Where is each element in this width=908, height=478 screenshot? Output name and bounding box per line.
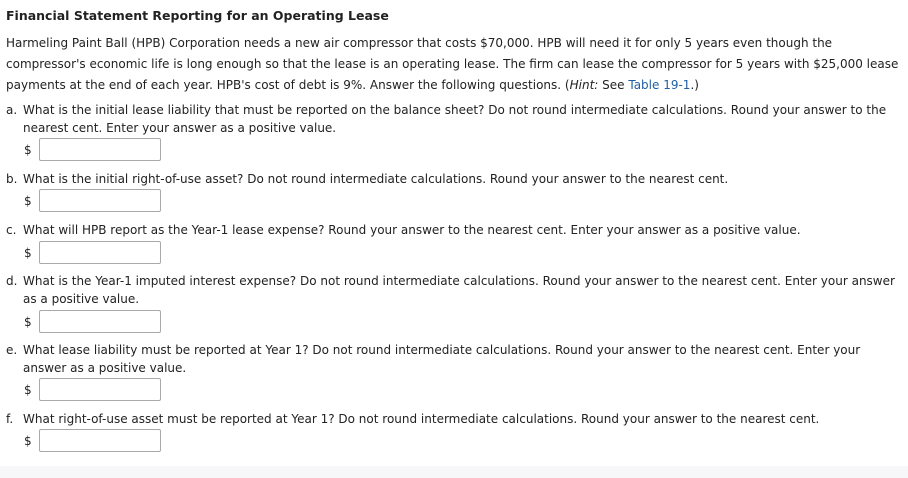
answer-input-d[interactable] [39,310,161,333]
dollar-sign: $ [24,434,32,448]
question-letter: e. [6,343,18,357]
intro-end: .) [690,78,699,92]
hint-label: Hint: [569,78,599,92]
answer-input-b[interactable] [39,189,161,212]
footer-strip [0,466,908,478]
problem-intro [6,33,906,96]
question-text: What right-of-use asset must be reported at Year 1? Do not round intermediate calculations. Round your answer to the nearest cent. [23,412,820,426]
table-link[interactable]: Table 19-1 [628,78,691,92]
dollar-sign: $ [24,315,32,329]
dollar-sign: $ [24,383,32,397]
question-letter: b. [6,172,18,186]
question-text: What is the Year-1 imputed interest expense? Do not round intermediate calculations. Round your answer to the nearest cent. Enter your answer as a positive value. [23,274,895,306]
hint-text: See [598,78,629,92]
answer-input-a[interactable] [39,138,161,161]
page-title: Financial Statement Reporting for an Operating Lease [6,8,389,23]
question-b [6,170,906,188]
question-c [6,221,906,239]
question-letter: a. [6,103,18,117]
question-e [6,341,906,377]
answer-input-e[interactable] [39,378,161,401]
answer-input-f[interactable] [39,429,161,452]
question-d [6,272,906,308]
dollar-sign: $ [24,143,32,157]
question-letter: d. [6,274,18,288]
question-a [6,101,906,137]
question-text: What lease liability must be reported at Year 1? Do not round intermediate calculations. Round your answer to the nearest cent. Enter your answer as a positive value. [23,343,861,375]
dollar-sign: $ [24,246,32,260]
question-letter: f. [6,412,14,426]
question-text: What is the initial lease liability that must be reported on the balance sheet? Do not round intermediate calculations. Round your answer to the nearest cent. Enter your answer as a positive value. [23,103,887,135]
question-text: What is the initial right-of-use asset? Do not round intermediate calculations. Round your answer to the nearest cent. [23,172,729,186]
question-letter: c. [6,223,17,237]
answer-input-c[interactable] [39,241,161,264]
intro-text: Harmeling Paint Ball (HPB) Corporation needs a new air compressor that costs $70,000. HPB will need it for only 5 years even though the compressor's economic life is long enough so that the lease is an operating lease. The firm can lease the compressor for 5 years with $25,000 lease payments at the end of each year. HPB's cost of debt is 9%. Answer the following questions. ( [6,36,899,92]
dollar-sign: $ [24,194,32,208]
question-f [6,410,906,428]
question-text: What will HPB report as the Year-1 lease expense? Round your answer to the nearest cent. Enter your answer as a positive value. [23,223,801,237]
